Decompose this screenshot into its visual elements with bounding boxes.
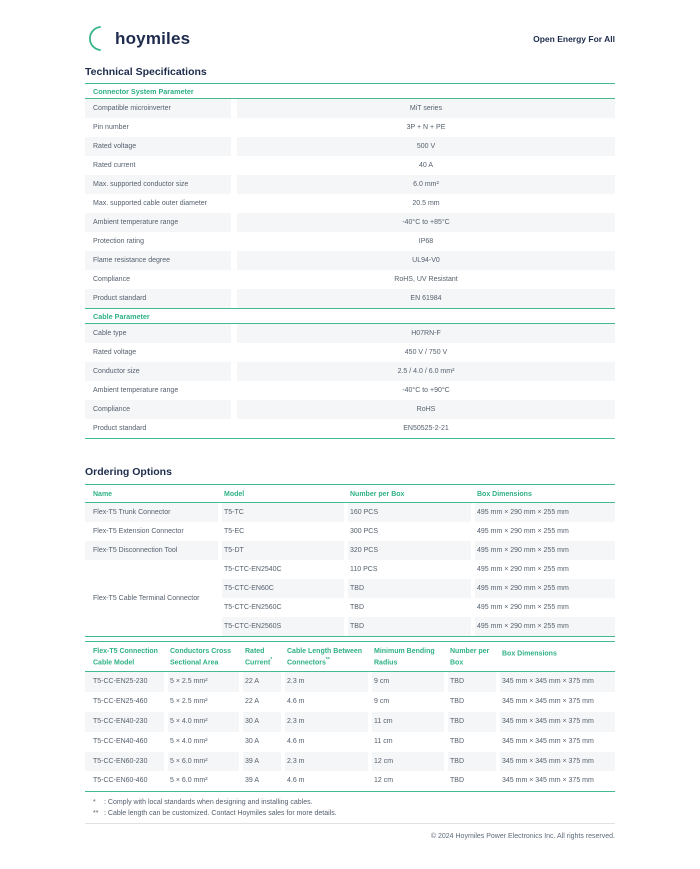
table-cell: H07RN-F xyxy=(237,324,615,343)
table-cell: 9 cm xyxy=(372,672,444,692)
table-cell: 345 mm × 345 mm × 375 mm xyxy=(500,712,615,732)
table-cell: 4.6 m xyxy=(287,737,305,745)
connector-spec-rows xyxy=(85,99,615,308)
column-header-cross-sectional-area: Conductors Cross Sectional Area xyxy=(170,648,232,667)
table-cell: 39 A xyxy=(245,777,260,785)
table-cell: T5-CTC-EN2540C xyxy=(224,566,282,573)
table-cell: 22 A xyxy=(243,672,281,692)
table-cell: Flex-T5 Disconnection Tool xyxy=(85,541,218,560)
table-row xyxy=(85,712,615,732)
table-cell: 345 mm × 345 mm × 375 mm xyxy=(500,752,615,772)
column-header-number-per-box: Number per Box xyxy=(350,491,405,498)
table-cell: 11 cm xyxy=(372,712,444,732)
ordering-table-header-row xyxy=(85,484,615,503)
table-cell: T5-CTC-EN2560C xyxy=(224,604,282,611)
table-cell: 345 mm × 345 mm × 375 mm xyxy=(500,672,615,692)
table-row xyxy=(85,672,615,692)
table-cell: TBD xyxy=(450,698,464,706)
brand-tagline: Open Energy For All xyxy=(533,33,615,44)
connection-cable-table xyxy=(85,641,615,792)
column-header-cable-length: Cable Length Between Connectors** xyxy=(287,648,363,667)
table-cell: IP68 xyxy=(418,238,434,245)
table-row xyxy=(85,118,615,137)
table-cell: 9 cm xyxy=(374,698,390,706)
page-header xyxy=(85,0,615,52)
footnote-mark: * xyxy=(93,799,96,807)
table-cell: MiT series xyxy=(237,99,615,118)
table-cell: 2.3 m xyxy=(285,712,368,732)
cable-table-rows xyxy=(85,672,615,791)
table-row xyxy=(85,213,615,232)
table-cell: Product standard xyxy=(85,289,231,308)
table-cell: Compatible microinverter xyxy=(85,99,231,118)
table-row xyxy=(85,419,615,438)
table-cell: Rated current xyxy=(93,162,136,169)
table-cell: EN50525-2-21 xyxy=(403,425,449,432)
table-row xyxy=(85,289,615,308)
table-cell: 4.6 m xyxy=(287,698,305,706)
table-cell: T5-CC-EN40-460 xyxy=(93,737,148,745)
table-cell: Rated voltage xyxy=(85,137,231,156)
section-header-connector: Connector System Parameter xyxy=(85,83,615,99)
table-cell: TBD xyxy=(350,604,364,611)
table-row xyxy=(85,232,615,251)
table-cell: T5-CC-EN25-460 xyxy=(93,698,148,706)
table-row xyxy=(85,692,615,712)
table-cell: T5-CTC-EN60C xyxy=(222,579,344,598)
table-cell: 30 A xyxy=(245,737,260,745)
table-row xyxy=(222,560,615,579)
table-row xyxy=(85,343,615,362)
footer-divider xyxy=(85,823,615,824)
table-cell: T5-CC-EN40-230 xyxy=(85,712,164,732)
cable-spec-rows xyxy=(85,324,615,438)
table-cell: T5-CC-EN60-230 xyxy=(85,752,164,772)
page-content xyxy=(85,0,615,840)
ordering-connector-table xyxy=(85,484,615,637)
footnote-text: : Cable length can be customized. Contact Hoymiles sales for more details. xyxy=(104,809,337,817)
table-cell: 2.5 / 4.0 / 6.0 mm² xyxy=(237,362,615,381)
table-cell: Cable type xyxy=(85,324,231,343)
table-cell: Conductor size xyxy=(85,362,231,381)
table-cell: 320 PCS xyxy=(348,541,471,560)
column-header-rated-current: Rated Current* xyxy=(245,648,273,667)
table-cell: Flex-T5 Trunk Connector xyxy=(85,503,218,522)
table-cell: 450 V / 750 V xyxy=(404,349,448,356)
ordering-table-rows xyxy=(85,503,615,560)
table-cell: Product standard xyxy=(93,425,147,432)
table-row xyxy=(85,99,615,118)
table-cell: 345 mm × 345 mm × 375 mm xyxy=(502,737,594,745)
table-cell: 3P + N + PE xyxy=(406,124,446,131)
table-cell: 6.0 mm² xyxy=(237,175,615,194)
table-row xyxy=(222,579,615,598)
table-row xyxy=(222,598,615,617)
table-cell: Rated voltage xyxy=(93,349,137,356)
column-header-model: Model xyxy=(224,491,245,498)
table-row xyxy=(85,400,615,419)
table-row xyxy=(222,617,615,636)
ordering-options-title: Ordering Options xyxy=(85,466,172,478)
table-cell: 12 cm xyxy=(372,752,444,772)
group-rows xyxy=(222,560,615,636)
column-header-bending-radius: Minimum Bending Radius xyxy=(374,648,435,667)
table-row xyxy=(85,137,615,156)
table-cell: 110 PCS xyxy=(350,566,378,573)
table-cell: Protection rating xyxy=(93,238,144,245)
table-row xyxy=(85,362,615,381)
table-cell: Compliance xyxy=(93,276,130,283)
column-header-cable-model: Flex-T5 Connection Cable Model xyxy=(93,648,158,667)
column-header-number-per-box-2: Number per Box xyxy=(450,648,490,667)
table-cell: T5-TC xyxy=(222,503,344,522)
table-cell: T5-CTC-EN2560S xyxy=(222,617,344,636)
table-cell: Ambient temperature range xyxy=(93,387,179,394)
ordering-table-merged-group xyxy=(85,560,615,636)
footnote-1 xyxy=(93,798,615,809)
table-row xyxy=(85,194,615,213)
table-cell: Flex-T5 Extension Connector xyxy=(93,528,184,535)
table-cell: Flame resistance degree xyxy=(85,251,231,270)
table-row xyxy=(85,503,615,522)
column-header-box-dimensions: Box Dimensions xyxy=(477,491,532,498)
footnote-text: : Comply with local standards when designing and installing cables. xyxy=(104,799,313,807)
table-cell: 495 mm × 290 mm × 255 mm xyxy=(477,604,569,611)
section-header-cable: Cable Parameter xyxy=(85,308,615,324)
table-row xyxy=(85,522,615,541)
table-row xyxy=(85,270,615,289)
table-row xyxy=(85,752,615,772)
table-cell: 39 A xyxy=(243,752,281,772)
table-cell: 495 mm × 290 mm × 255 mm xyxy=(475,541,615,560)
table-cell: 5 × 4.0 mm² xyxy=(170,737,208,745)
table-cell: 345 mm × 345 mm × 375 mm xyxy=(502,777,594,785)
table-cell: 495 mm × 290 mm × 255 mm xyxy=(477,528,569,535)
table-cell: 160 PCS xyxy=(348,503,471,522)
footnote-mark: ** xyxy=(93,809,99,817)
table-cell: TBD xyxy=(448,712,496,732)
table-cell: 345 mm × 345 mm × 375 mm xyxy=(502,698,594,706)
table-cell: RoHS, UV Resistant xyxy=(394,276,458,283)
table-cell: -40°C to +85°C xyxy=(237,213,615,232)
table-cell: 4.6 m xyxy=(287,777,305,785)
table-row xyxy=(85,156,615,175)
table-cell: -40°C to +90°C xyxy=(402,387,450,394)
table-cell: 11 cm xyxy=(374,737,393,745)
table-cell: 30 A xyxy=(243,712,281,732)
table-row xyxy=(85,732,615,752)
table-cell: T5-CC-EN25-230 xyxy=(85,672,164,692)
table-cell: Pin number xyxy=(93,124,129,131)
table-cell: TBD xyxy=(448,672,496,692)
table-cell: 40 A xyxy=(418,162,433,169)
table-cell: 5 × 2.5 mm² xyxy=(168,672,239,692)
table-cell: 22 A xyxy=(245,698,260,706)
table-cell: 495 mm × 290 mm × 255 mm xyxy=(475,503,615,522)
table-cell: RoHS xyxy=(237,400,615,419)
group-name-cell: Flex-T5 Cable Terminal Connector xyxy=(85,560,218,636)
table-cell: 2.3 m xyxy=(285,752,368,772)
cable-table-header-row xyxy=(85,641,615,672)
table-cell: Max. supported conductor size xyxy=(85,175,231,194)
column-header-box-dimensions-2: Box Dimensions xyxy=(502,650,557,658)
hoymiles-logo xyxy=(85,25,190,52)
table-cell: 20.5 mm xyxy=(412,200,440,207)
table-cell: 5 × 4.0 mm² xyxy=(168,712,239,732)
table-cell: Max. supported cable outer diameter xyxy=(93,200,208,207)
table-cell: EN 61984 xyxy=(237,289,615,308)
table-cell: TBD xyxy=(348,579,471,598)
column-header-name: Name xyxy=(93,491,113,498)
table-row xyxy=(85,771,615,791)
table-cell: 2.3 m xyxy=(285,672,368,692)
table-cell: 500 V xyxy=(237,137,615,156)
table-cell: 5 × 2.5 mm² xyxy=(170,698,208,706)
table-cell: 495 mm × 290 mm × 255 mm xyxy=(475,617,615,636)
table-cell: 5 × 6.0 mm² xyxy=(170,777,208,785)
table-cell: 12 cm xyxy=(374,777,394,785)
footnotes xyxy=(85,798,615,819)
logo-arc-icon xyxy=(85,25,112,52)
logo-text: hoymiles xyxy=(115,29,191,48)
table-cell: Compliance xyxy=(85,400,231,419)
table-cell: 5 × 6.0 mm² xyxy=(168,752,239,772)
tech-specs-title: Technical Specifications xyxy=(85,66,207,78)
table-cell: TBD xyxy=(448,752,496,772)
table-row xyxy=(85,251,615,270)
table-cell: T5-EC xyxy=(224,528,245,535)
table-cell: TBD xyxy=(450,777,464,785)
table-cell: T5-DT xyxy=(222,541,344,560)
table-cell: 495 mm × 290 mm × 255 mm xyxy=(475,579,615,598)
copyright-text: © 2024 Hoymiles Power Electronics Inc. All rights reserved. xyxy=(430,833,615,841)
table-cell: T5-CC-EN60-460 xyxy=(93,777,148,785)
table-cell: 300 PCS xyxy=(350,528,379,535)
table-row xyxy=(85,541,615,560)
table-cell: Ambient temperature range xyxy=(85,213,231,232)
footnote-2 xyxy=(93,809,615,820)
table-cell: TBD xyxy=(450,737,464,745)
tech-specs-table xyxy=(85,83,615,439)
table-cell: TBD xyxy=(348,617,471,636)
table-cell: UL94-V0 xyxy=(237,251,615,270)
table-row xyxy=(85,324,615,343)
table-row xyxy=(85,175,615,194)
table-cell: 495 mm × 290 mm × 255 mm xyxy=(477,566,569,573)
table-row xyxy=(85,381,615,400)
